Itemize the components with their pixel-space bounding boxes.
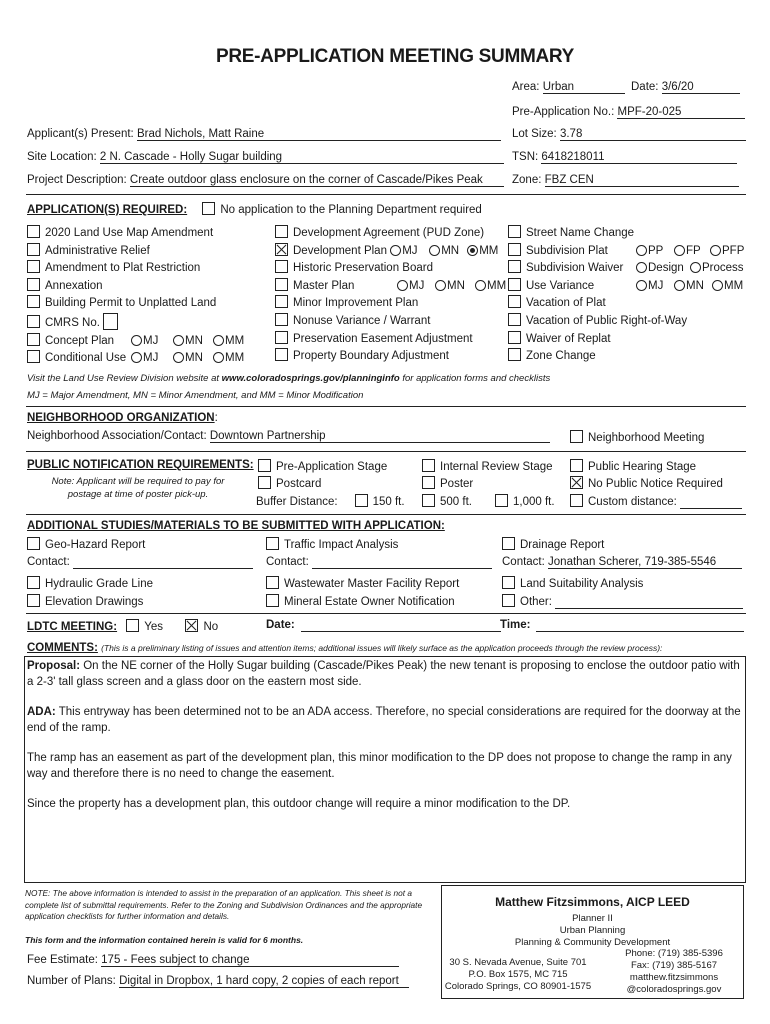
app-item[interactable] — [275, 331, 506, 349]
radio-mj[interactable] — [390, 245, 401, 256]
radio-pp[interactable] — [636, 245, 647, 256]
fax: Fax: (719) 385-5167 — [630, 960, 718, 971]
postage-note — [27, 475, 249, 501]
ldtc-time-field[interactable] — [500, 619, 744, 632]
checkbox-checked[interactable] — [275, 243, 288, 256]
radio-design[interactable] — [636, 262, 647, 273]
checkbox[interactable] — [570, 459, 583, 472]
app-item[interactable] — [27, 243, 244, 261]
item-label: Mineral Estate Owner Notification — [284, 596, 455, 608]
app-item[interactable] — [275, 260, 506, 278]
item-label: Postcard — [276, 478, 322, 490]
comments-body — [27, 658, 743, 826]
app-item-label: Preservation Easement Adjustment — [293, 332, 473, 345]
proposal-text: On the NE corner of the Holly Sugar building (Cascade/Pikes Peak) the new tenant is proposing to enclose the outdoor patio with a 2-3' tall glass screen and a glass door on the eastern most side. — [27, 660, 740, 688]
opt-label: MM — [225, 334, 245, 347]
neighborhood-meeting-label: Neighborhood Meeting — [588, 432, 705, 444]
area-field[interactable] — [512, 81, 625, 94]
checkbox[interactable] — [266, 576, 279, 589]
checkbox[interactable] — [27, 295, 40, 308]
ldtc-no-label: No — [203, 621, 219, 633]
item-label: Wastewater Master Facility Report — [284, 578, 460, 590]
app-item[interactable] — [508, 225, 744, 243]
radio-mn[interactable] — [674, 280, 685, 291]
opt-label: FP — [686, 244, 701, 257]
checkbox[interactable] — [570, 494, 583, 507]
checkbox[interactable] — [27, 243, 40, 256]
drainage-contact-value: Jonathan Scherer, 719-385-5546 — [548, 556, 742, 569]
address-line: Colorado Springs, CO 80901-1575 — [444, 981, 592, 992]
preapp-value: MPF-20-025 — [617, 106, 745, 119]
checkbox[interactable] — [27, 225, 40, 238]
500ft-item[interactable] — [422, 494, 472, 508]
app-item-label: Master Plan — [293, 279, 355, 292]
contact-label: Contact: — [27, 556, 70, 568]
app-item[interactable] — [275, 313, 506, 331]
custom-distance-item[interactable] — [570, 494, 742, 509]
divider — [26, 514, 746, 515]
app-item-label: Annexation — [45, 279, 103, 292]
planner-address — [444, 957, 592, 993]
wastewater-item[interactable] — [266, 576, 459, 590]
address-line: P.O. Box 1575, MC 715 — [468, 969, 568, 980]
email-link[interactable]: @coloradosprings.gov — [626, 984, 722, 995]
neighborhood-contact-field[interactable] — [27, 430, 550, 443]
app-item[interactable] — [508, 295, 744, 313]
opt-label: MM — [479, 244, 499, 257]
opt-label: PFP — [722, 244, 745, 257]
valid-note: This form and the information contained herein is valid for 6 months. — [25, 935, 304, 945]
item-label: 150 ft. — [372, 496, 405, 508]
applications-col1 — [27, 225, 244, 368]
checkbox[interactable] — [275, 313, 288, 326]
ldtc-yes-label: Yes — [144, 621, 164, 633]
radio-mm[interactable] — [213, 352, 224, 363]
item-label: No Public Notice Required — [588, 478, 723, 490]
planner-name: Matthew Fitzsimmons, AICP LEED — [495, 895, 690, 909]
date-field[interactable] — [631, 81, 740, 94]
planner-title: Planner II — [572, 913, 613, 924]
custom-distance-input[interactable] — [680, 496, 742, 509]
planner-contact — [606, 948, 742, 996]
comments-box-border — [745, 656, 746, 882]
drainage-item[interactable] — [502, 537, 604, 551]
postcard-item[interactable] — [258, 476, 321, 490]
ldtc-row — [27, 619, 218, 633]
checkbox[interactable] — [508, 348, 521, 361]
checkbox[interactable] — [502, 576, 515, 589]
comment-proposal — [27, 658, 743, 690]
fee-value: 175 - Fees subject to change — [101, 954, 399, 967]
app-item[interactable] — [275, 243, 506, 261]
checkbox[interactable] — [27, 537, 40, 550]
no-public-notice-item[interactable] — [570, 476, 723, 490]
ldtc-no-checkbox[interactable] — [185, 619, 198, 632]
checkbox[interactable] — [275, 260, 288, 273]
radio-mj[interactable] — [131, 352, 142, 363]
radio-mn[interactable] — [173, 352, 184, 363]
radio-mn[interactable] — [435, 280, 446, 291]
checkbox[interactable] — [508, 243, 521, 256]
opt-label: MN — [686, 279, 704, 292]
app-item[interactable] — [508, 313, 744, 331]
zone-label: Zone: — [512, 174, 542, 186]
app-item[interactable] — [275, 225, 506, 243]
comments-heading — [27, 642, 662, 654]
checkbox[interactable] — [355, 494, 368, 507]
app-item[interactable] — [275, 278, 506, 296]
applications-heading — [27, 202, 482, 216]
opt-label: MM — [487, 279, 507, 292]
comment-easement: The ramp has an easement as part of the development plan, this minor modification to the DP does not propose to change the ramp in any way and therefore there is no need to change the easement. — [27, 752, 732, 780]
item-label: Elevation Drawings — [45, 596, 144, 608]
neighborhood-meeting-item[interactable] — [570, 430, 704, 444]
project-field[interactable] — [27, 174, 504, 187]
planner-division: Planning & Community Development — [514, 937, 671, 948]
ldtc-yes-checkbox[interactable] — [126, 619, 139, 632]
item-label: Pre-Application Stage — [276, 461, 388, 473]
radio-mj[interactable] — [397, 280, 408, 291]
opt-label: MJ — [143, 352, 159, 365]
neighborhood-heading — [27, 412, 218, 424]
item-label: Poster — [440, 478, 474, 490]
app-item[interactable] — [27, 225, 244, 243]
comment-ada — [27, 704, 743, 736]
opt-label: Process — [702, 262, 744, 275]
item-label: Custom distance: — [588, 496, 677, 508]
item-label: Hydraulic Grade Line — [45, 578, 154, 590]
checkbox[interactable] — [502, 594, 515, 607]
postage-note-line: postage at time of poster pick-up. — [67, 489, 209, 500]
app-item[interactable] — [27, 278, 244, 296]
app-item[interactable] — [508, 243, 744, 261]
checkbox[interactable] — [275, 295, 288, 308]
app-item-label: Nonuse Variance / Warrant — [293, 314, 431, 327]
tsn-value: 6418218011 — [541, 151, 737, 164]
divider — [26, 451, 746, 452]
checkbox[interactable] — [508, 278, 521, 291]
land-suitability-item[interactable] — [502, 576, 643, 590]
opt-label: MJ — [409, 279, 425, 292]
item-label: Other: — [520, 596, 552, 608]
buffer-distance-label: Buffer Distance: — [256, 496, 338, 508]
ada-text: This entryway has been determined not to be an ADA access. Therefore, no special considerations are required for the doorway at the end of the ramp. — [27, 706, 741, 734]
internal-review-item[interactable] — [422, 459, 553, 473]
phone: Phone: (719) 385-5396 — [625, 948, 723, 959]
opt-label: Design — [648, 262, 684, 275]
divider — [26, 194, 746, 195]
contact-label: Contact: — [502, 556, 545, 568]
tsn-field[interactable] — [512, 151, 737, 164]
app-item-label: Concept Plan — [45, 334, 115, 347]
item-label: Public Hearing Stage — [588, 461, 697, 473]
checkbox[interactable] — [275, 278, 288, 291]
geo-contact-field[interactable] — [27, 556, 253, 569]
area-label: Area: — [512, 81, 540, 93]
checkbox[interactable] — [27, 315, 40, 328]
checkbox[interactable] — [27, 333, 40, 346]
geo-hazard-item[interactable] — [27, 537, 145, 551]
preapp-label: Pre-Application No.: — [512, 106, 615, 118]
neighborhood-colon: : — [214, 412, 218, 424]
neighborhood-contact-value: Downtown Partnership — [210, 430, 550, 443]
no-application-label: No application to the Planning Department required — [220, 204, 482, 216]
ldtc-date-field[interactable] — [266, 619, 501, 632]
buffer-distance-row — [256, 494, 405, 508]
lotsize-value: 3.78 — [560, 128, 746, 141]
app-item[interactable] — [27, 333, 244, 351]
divider — [24, 882, 746, 883]
checkbox[interactable] — [508, 313, 521, 326]
drainage-contact-field[interactable] — [502, 556, 742, 569]
hydraulic-item[interactable] — [27, 576, 153, 590]
postage-note-line: Note: Applicant will be required to pay for — [51, 476, 225, 487]
checkbox[interactable] — [422, 494, 435, 507]
applicants-label: Applicant(s) Present: — [27, 128, 134, 140]
cmrs-number-input[interactable] — [103, 313, 118, 330]
checkbox[interactable] — [275, 348, 288, 361]
divider — [26, 406, 746, 407]
checkbox[interactable] — [508, 295, 521, 308]
checkbox[interactable] — [27, 278, 40, 291]
opt-label: MN — [185, 334, 203, 347]
zone-value: FBZ CEN — [545, 174, 739, 187]
comments-heading-text: COMMENTS: — [27, 642, 98, 654]
area-value: Urban — [543, 81, 625, 94]
app-item[interactable] — [508, 260, 744, 278]
app-item-label: Zone Change — [526, 350, 596, 363]
app-item-label: Historic Preservation Board — [293, 262, 433, 275]
applications-heading-text: APPLICATION(S) REQUIRED: — [27, 204, 188, 216]
item-label: Internal Review Stage — [440, 461, 553, 473]
applications-col3 — [508, 225, 744, 366]
project-label: Project Description: — [27, 174, 127, 186]
studies-heading: ADDITIONAL STUDIES/MATERIALS TO BE SUBMITTED WITH APPLICATION: — [27, 520, 445, 532]
checkbox[interactable] — [27, 576, 40, 589]
fee-estimate-field[interactable] — [27, 954, 399, 967]
radio-mm[interactable] — [213, 335, 224, 346]
planner-department: Urban Planning — [559, 925, 626, 936]
date-label: Date: — [631, 81, 659, 93]
opt-label: MM — [225, 352, 245, 365]
pre-app-stage-item[interactable] — [258, 459, 387, 473]
ldtc-time-label: Time: — [500, 619, 531, 631]
app-item[interactable] — [508, 331, 744, 349]
app-item-label: Vacation of Public Right-of-Way — [526, 314, 688, 327]
applicants-field[interactable] — [27, 128, 501, 141]
comments-note: (This is a preliminary listing of issues and attention items; additional issues will likely surface as the application proceeds through the review process): — [101, 643, 663, 653]
checkbox[interactable] — [27, 350, 40, 363]
planner-titles — [442, 913, 743, 949]
app-item-label: Subdivision Plat — [526, 244, 608, 257]
checkbox[interactable] — [508, 260, 521, 273]
date-value: 3/6/20 — [662, 81, 740, 94]
app-item-label: Minor Improvement Plan — [293, 297, 419, 310]
ada-label: ADA: — [27, 706, 56, 718]
contact-label: Contact: — [266, 556, 309, 568]
checkbox[interactable] — [27, 594, 40, 607]
checkbox[interactable] — [27, 260, 40, 273]
planning-link[interactable]: www.coloradosprings.gov/planninginfo — [221, 373, 400, 384]
public-notification-heading: PUBLIC NOTIFICATION REQUIREMENTS: — [27, 459, 254, 471]
app-item[interactable] — [508, 348, 744, 366]
opt-label: MJ — [402, 244, 418, 257]
neighborhood-contact-label: Neighborhood Association/Contact: — [27, 430, 207, 442]
checkbox[interactable] — [258, 459, 271, 472]
1000ft-item[interactable] — [495, 494, 555, 508]
page-title: PRE-APPLICATION MEETING SUMMARY — [215, 46, 575, 67]
app-item-label: Amendment to Plat Restriction — [45, 262, 201, 275]
other-input[interactable] — [555, 596, 743, 609]
app-item-label: Property Boundary Adjustment — [293, 350, 449, 363]
radio-mm[interactable] — [475, 280, 486, 291]
checkbox[interactable] — [422, 476, 435, 489]
site-field[interactable] — [27, 151, 504, 164]
lotsize-field[interactable] — [512, 128, 746, 141]
opt-label: MJ — [143, 334, 159, 347]
checkbox[interactable] — [495, 494, 508, 507]
app-item-label: Vacation of Plat — [526, 297, 606, 310]
checkbox-checked[interactable] — [570, 476, 583, 489]
site-label: Site Location: — [27, 151, 97, 163]
radio-mj[interactable] — [636, 280, 647, 291]
footer-note: NOTE: The above information is intended to assist in the preparation of an application. This sheet is not a complete list of submittal requirements. Refer to the Zoning and Subdivision Ordinances and the appropriate application checklists for further information and details. — [25, 888, 423, 921]
app-item[interactable] — [27, 313, 244, 333]
comments-box-border — [24, 656, 25, 882]
radio-process[interactable] — [690, 262, 701, 273]
app-item[interactable] — [27, 350, 244, 368]
app-item-label: Administrative Relief — [45, 244, 150, 257]
checkbox[interactable] — [422, 459, 435, 472]
checkbox[interactable] — [502, 537, 515, 550]
plans-label: Number of Plans: — [27, 975, 116, 987]
site-value: 2 N. Cascade - Holly Sugar building — [100, 151, 504, 164]
app-item-label: CMRS No. — [45, 316, 100, 329]
app-item[interactable] — [508, 278, 744, 296]
opt-label: MN — [447, 279, 465, 292]
neighborhood-heading-text: NEIGHBORHOOD ORGANIZATION — [27, 412, 215, 424]
app-item-label: Use Variance — [526, 279, 595, 292]
visit-website-note — [27, 373, 550, 384]
mineral-item[interactable] — [266, 594, 455, 608]
public-hearing-item[interactable] — [570, 459, 696, 473]
opt-label: MN — [441, 244, 460, 257]
checkbox[interactable] — [275, 225, 288, 238]
traffic-contact-field[interactable] — [266, 556, 492, 569]
other-item[interactable] — [502, 594, 743, 609]
no-application-checkbox[interactable] — [202, 202, 215, 215]
checkbox[interactable] — [266, 594, 279, 607]
radio-mn[interactable] — [429, 245, 440, 256]
plans-value: Digital in Dropbox, 1 hard copy, 2 copies of each report — [119, 975, 409, 988]
email-link[interactable]: matthew.fitzsimmons — [629, 972, 719, 983]
opt-label: MM — [724, 279, 744, 292]
checkbox[interactable] — [266, 537, 279, 550]
comment-minor-mod: Since the property has a development plan, this outdoor change will require a minor modification to the DP. — [27, 798, 571, 810]
item-label: Geo-Hazard Report — [45, 539, 146, 551]
number-of-plans-field[interactable] — [27, 975, 409, 988]
radio-pfp[interactable] — [710, 245, 721, 256]
zone-field[interactable] — [512, 174, 739, 187]
checkbox[interactable] — [275, 331, 288, 344]
proposal-label: Proposal: — [27, 660, 81, 672]
app-item-label: Conditional Use — [45, 352, 127, 365]
opt-label: MJ — [648, 279, 664, 292]
preapp-field[interactable] — [512, 106, 745, 119]
visit-prefix: Visit the Land Use Review Division website at — [27, 373, 222, 384]
traffic-item[interactable] — [266, 537, 398, 551]
radio-mm-selected[interactable] — [467, 245, 478, 256]
amendment-legend: MJ = Major Amendment, MN = Minor Amendment, and MM = Minor Modification — [27, 390, 364, 401]
ldtc-label: LDTC MEETING: — [27, 621, 118, 633]
ldtc-date-label: Date: — [266, 619, 295, 631]
app-item-label: 2020 Land Use Map Amendment — [45, 227, 214, 239]
radio-mj[interactable] — [131, 335, 142, 346]
checkbox[interactable] — [508, 225, 521, 238]
opt-label: MN — [185, 352, 203, 365]
app-item-label: Street Name Change — [526, 227, 635, 239]
opt-label: PP — [648, 244, 664, 257]
item-label: 500 ft. — [440, 496, 472, 508]
item-label: Traffic Impact Analysis — [284, 539, 399, 551]
checkbox[interactable] — [508, 331, 521, 344]
fee-label: Fee Estimate: — [27, 954, 98, 966]
app-item[interactable] — [275, 348, 506, 366]
item-label: Drainage Report — [520, 539, 605, 551]
app-item-label: Development Plan — [293, 244, 387, 257]
radio-mn[interactable] — [173, 335, 184, 346]
app-item[interactable] — [27, 295, 244, 313]
checkbox[interactable] — [258, 476, 271, 489]
divider — [24, 656, 746, 657]
item-label: Land Suitability Analysis — [520, 578, 644, 590]
visit-suffix: for application forms and checklists — [399, 373, 551, 384]
app-item[interactable] — [27, 260, 244, 278]
app-item-label: Development Agreement (PUD Zone) — [293, 227, 485, 239]
applications-col2 — [275, 225, 506, 366]
app-item-label: Subdivision Waiver — [526, 262, 624, 275]
radio-mm[interactable] — [712, 280, 723, 291]
checkbox[interactable] — [570, 430, 583, 443]
lotsize-label: Lot Size: — [512, 128, 557, 140]
divider — [26, 613, 746, 614]
project-value: Create outdoor glass enclosure on the corner of Cascade/Pikes Peak — [130, 174, 504, 187]
elevation-item[interactable] — [27, 594, 143, 608]
item-label: 1,000 ft. — [513, 496, 555, 508]
address-line: 30 S. Nevada Avenue, Suite 701 — [449, 957, 587, 968]
signature-block — [441, 885, 744, 999]
radio-fp[interactable] — [674, 245, 685, 256]
app-item[interactable] — [275, 295, 506, 313]
app-item-label: Waiver of Replat — [526, 332, 611, 345]
tsn-label: TSN: — [512, 151, 539, 163]
app-item-label: Building Permit to Unplatted Land — [45, 297, 217, 310]
poster-item[interactable] — [422, 476, 473, 490]
applicants-value: Brad Nichols, Matt Raine — [137, 128, 501, 141]
